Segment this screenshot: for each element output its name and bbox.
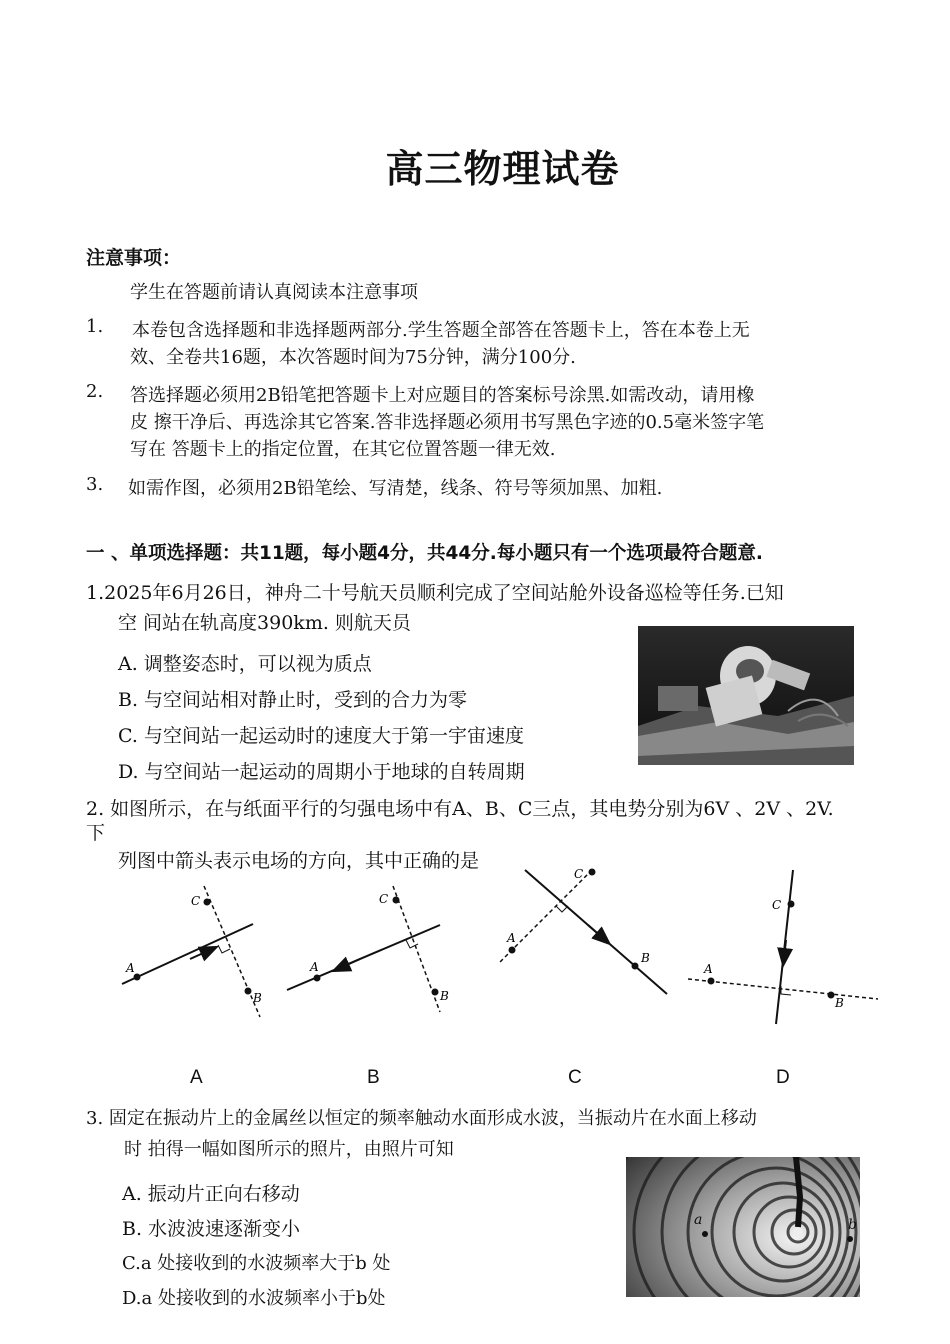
label-b: B xyxy=(253,991,262,1005)
notice-item-number: 1. xyxy=(86,316,104,337)
q3-option-c: C.a 处接收到的水波频率大于b 处 xyxy=(122,1253,391,1274)
point-b xyxy=(432,989,439,996)
equipotential-line xyxy=(688,979,878,999)
point-c xyxy=(204,899,211,906)
astronaut-photo xyxy=(638,626,854,765)
diagram-b xyxy=(287,886,449,1012)
water-wave-photo xyxy=(626,1157,860,1297)
label-b: B xyxy=(440,989,449,1003)
point-c xyxy=(589,869,596,876)
notice-item-line: 本卷包含选择题和非选择题两部分.学生答题全部答在答题卡上，答在本卷上无 xyxy=(132,320,750,341)
q2-stem: 2. 如图所示，在与纸面平行的匀强电场中有A、B、C三点，其电势分别为6V 、2V 、2V. xyxy=(86,798,834,820)
equipotential-line xyxy=(204,886,260,1017)
label-c: C xyxy=(379,892,389,906)
label-a: a xyxy=(694,1212,703,1228)
notice-intro: 学生在答题前请认真阅读本注意事项 xyxy=(130,282,418,303)
q3-stem: 3. 固定在振动片上的金属丝以恒定的频率触动水面形成水波，当振动片在水面上移动 xyxy=(86,1108,757,1129)
label-a: A xyxy=(126,961,135,975)
page-title: 高三物理试卷 xyxy=(385,147,620,191)
label-c: C xyxy=(191,894,201,908)
notice-item-line: 如需作图，必须用2B铅笔绘、写清楚，线条、符号等须加黑、加粗. xyxy=(128,478,663,499)
q1-option-c: C. 与空间站一起运动时的速度大于第一宇宙速度 xyxy=(118,725,524,747)
notice-item-number: 3. xyxy=(86,474,104,495)
q2-stem: 列图中箭头表示电场的方向，其中正确的是 xyxy=(118,850,480,872)
point-b xyxy=(632,963,639,970)
q1-option-a: A. 调整姿态时，可以视为质点 xyxy=(118,653,372,675)
notice-item-line: 效、全卷共16题，本次答题时间为75分钟，满分100分. xyxy=(130,347,576,368)
right-angle-mark xyxy=(781,986,791,995)
q1-stem: 1.2025年6月26日，神舟二十号航天员顺利完成了空间站舱外设备巡检等任务.已知 xyxy=(86,582,784,604)
field-line xyxy=(122,924,253,984)
notice-item-line: 写在 答题卡上的指定位置，在其它位置答题一律无效. xyxy=(130,439,556,460)
field-line xyxy=(287,925,440,990)
label-a: A xyxy=(310,960,319,974)
q1-stem: 空 间站在轨高度390km. 则航天员 xyxy=(118,612,411,634)
section-heading: 一 、单项选择题：共11题，每小题4分，共44分.每小题只有一个选项最符合题意. xyxy=(86,543,763,564)
choice-label-a: A xyxy=(190,1067,203,1088)
field-arrow xyxy=(340,959,360,968)
q3-option-a: A. 振动片正向右移动 xyxy=(122,1183,300,1205)
q3-option-b: B. 水波波速逐渐变小 xyxy=(122,1218,301,1240)
point-a xyxy=(702,1231,708,1237)
point-c xyxy=(788,901,795,908)
diagram-a xyxy=(122,886,262,1017)
diagram-c xyxy=(500,867,667,994)
point-c xyxy=(393,897,400,904)
notice-item-line: 皮 擦干净后、再选涂其它答案.答非选择题必须用书写黑色字迹的0.5毫米签字笔 xyxy=(130,412,765,433)
label-b: B xyxy=(641,951,650,965)
label-c: C xyxy=(574,867,584,881)
choice-label-b: B xyxy=(367,1067,380,1088)
q1-option-b: B. 与空间站相对静止时，受到的合力为零 xyxy=(118,689,468,711)
point-b xyxy=(245,988,252,995)
notice-item-line: 答选择题必须用2B铅笔把答题卡上对应题目的答案标号涂黑.如需改动，请用橡 xyxy=(130,385,755,406)
choice-label-d: D xyxy=(776,1067,790,1088)
q1-option-d: D. 与空间站一起运动的周期小于地球的自转周期 xyxy=(118,761,525,783)
label-a: A xyxy=(507,931,516,945)
point-b xyxy=(847,1236,853,1242)
label-b: B xyxy=(835,996,844,1010)
point-b xyxy=(828,992,835,999)
diagram-d xyxy=(688,870,878,1024)
choice-label-c: C xyxy=(568,1067,582,1088)
label-a: A xyxy=(704,962,713,976)
q2-diagrams xyxy=(110,862,890,1092)
field-arrow xyxy=(588,925,604,939)
notice-heading: 注意事项： xyxy=(86,247,182,269)
label-c: C xyxy=(772,898,782,912)
q2-stem: 下 xyxy=(86,822,106,844)
q3-stem: 时 拍得一幅如图所示的照片，由照片可知 xyxy=(124,1139,454,1160)
right-angle-mark xyxy=(218,945,230,953)
label-b: b xyxy=(848,1217,857,1233)
notice-item-number: 2. xyxy=(86,381,104,402)
point-a xyxy=(314,975,321,982)
q3-option-d: D.a 处接收到的水波频率小于b处 xyxy=(122,1288,386,1309)
point-a xyxy=(708,978,715,985)
point-a xyxy=(509,947,516,954)
